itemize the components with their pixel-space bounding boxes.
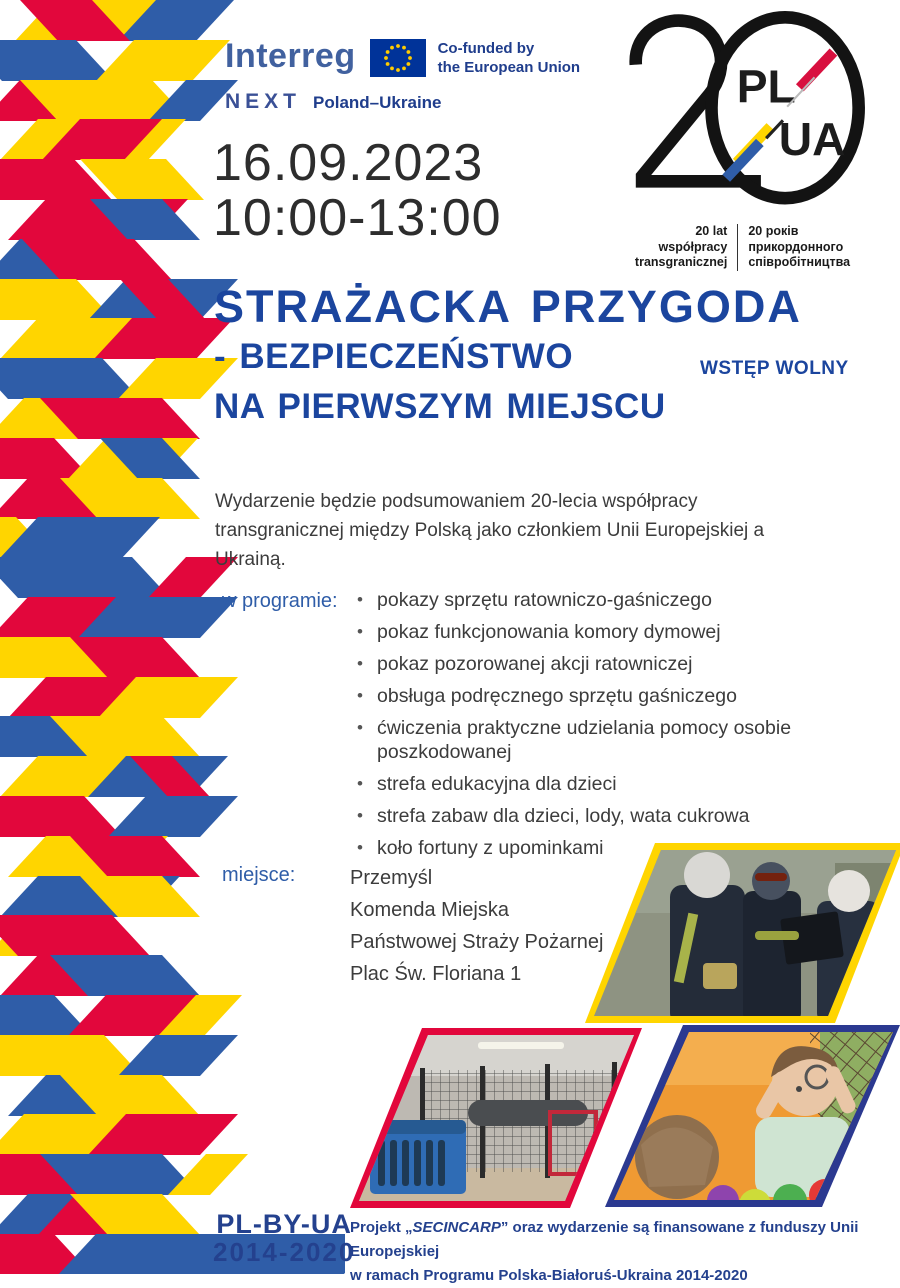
title-line-3: NA PIERWSZYM MIEJSCU: [214, 387, 666, 426]
program-list-item: • pokaz pozorowanej akcji ratowniczej: [355, 652, 825, 676]
venue-address-line: Przemyśl: [350, 867, 433, 889]
venue-address-line: Państwowej Straży Pożarnej: [350, 931, 604, 953]
title-line-1: STRAŻACKA PRZYGODA: [214, 281, 802, 332]
cofunded-text: Co-funded by the European Union: [437, 40, 581, 76]
program-list-item: • strefa zabaw dla dzieci, lody, wata cukrowa: [355, 804, 825, 828]
program-section-label: w programie:: [222, 590, 338, 612]
funding-line1: Projekt „SECINCARP” oraz wydarzenie są finansowane z funduszy Unii Europejskiej: [350, 1219, 859, 1260]
logo-20-years: [615, 10, 870, 271]
next-wordmark: NEXT: [225, 90, 302, 113]
svg-text:UA: UA: [778, 113, 846, 166]
project-name: SECINCARP: [412, 1219, 501, 1236]
eu-flag-icon: [370, 39, 426, 82]
venue-address-line: Komenda Miejska: [350, 899, 509, 921]
funding-line2: w ramach Programu Polska-Białoruś-Ukraina 2014-2020: [350, 1267, 748, 1284]
logo-20-captions: [615, 224, 870, 271]
program-list-item: • pokaz funkcjonowania komory dymowej: [355, 620, 825, 644]
interreg-logo: [225, 36, 645, 114]
venue-address-line: Plac Św. Floriana 1: [350, 963, 522, 985]
program-list-item: • ćwiczenia praktyczne udzielania pomocy osobie poszkodowanej: [355, 716, 825, 764]
event-datetime: [213, 136, 502, 246]
plbyua-logo: [213, 1210, 355, 1266]
program-list-item: • obsługa podręcznego sprzętu gaśniczego: [355, 684, 825, 708]
title-line-2: - BEZPIECZEŃSTWO: [214, 337, 574, 376]
venue-section-label: miejsce:: [222, 864, 296, 886]
caption-ukrainian: 20 років прикордонного співробітництва: [748, 224, 851, 269]
program-list-item: • pokazy sprzętu ratowniczo-gaśniczego: [355, 588, 825, 612]
program-list: [355, 588, 825, 868]
venue-address: [350, 862, 603, 990]
event-description: Wydarzenie będzie podsumowaniem 20-lecia współpracy transgranicznej między Polską jako członkiem Unii Europejskiej a Ukrainą.: [215, 491, 765, 570]
svg-text:PL: PL: [736, 60, 796, 113]
firefighters-photo: [585, 843, 900, 1023]
program-list-item: • strefa edukacyjna dla dzieci: [355, 772, 825, 796]
funding-statement: [350, 1216, 890, 1288]
event-title: [214, 282, 874, 432]
children-play-photo: [605, 1025, 900, 1207]
interreg-wordmark: Interreg: [225, 37, 356, 75]
plbyua-line2: 2014-2020: [213, 1237, 356, 1267]
caption-divider: [737, 224, 738, 271]
smoke-chamber-photo: [350, 1028, 642, 1208]
plbyua-line1: PL-BY-UA: [216, 1209, 352, 1239]
caption-polish: 20 lat współpracy transgranicznej: [634, 224, 728, 269]
event-time: 10:00-13:00: [213, 189, 502, 247]
event-date: 16.09.2023: [213, 134, 484, 192]
free-admission-badge: WSTĘP WOLNY: [700, 358, 849, 379]
program-list-item: • koło fortuny z upominkami: [355, 836, 825, 860]
logo-20-graphic: [615, 10, 870, 215]
programme-area-label: Poland–Ukraine: [313, 93, 442, 112]
